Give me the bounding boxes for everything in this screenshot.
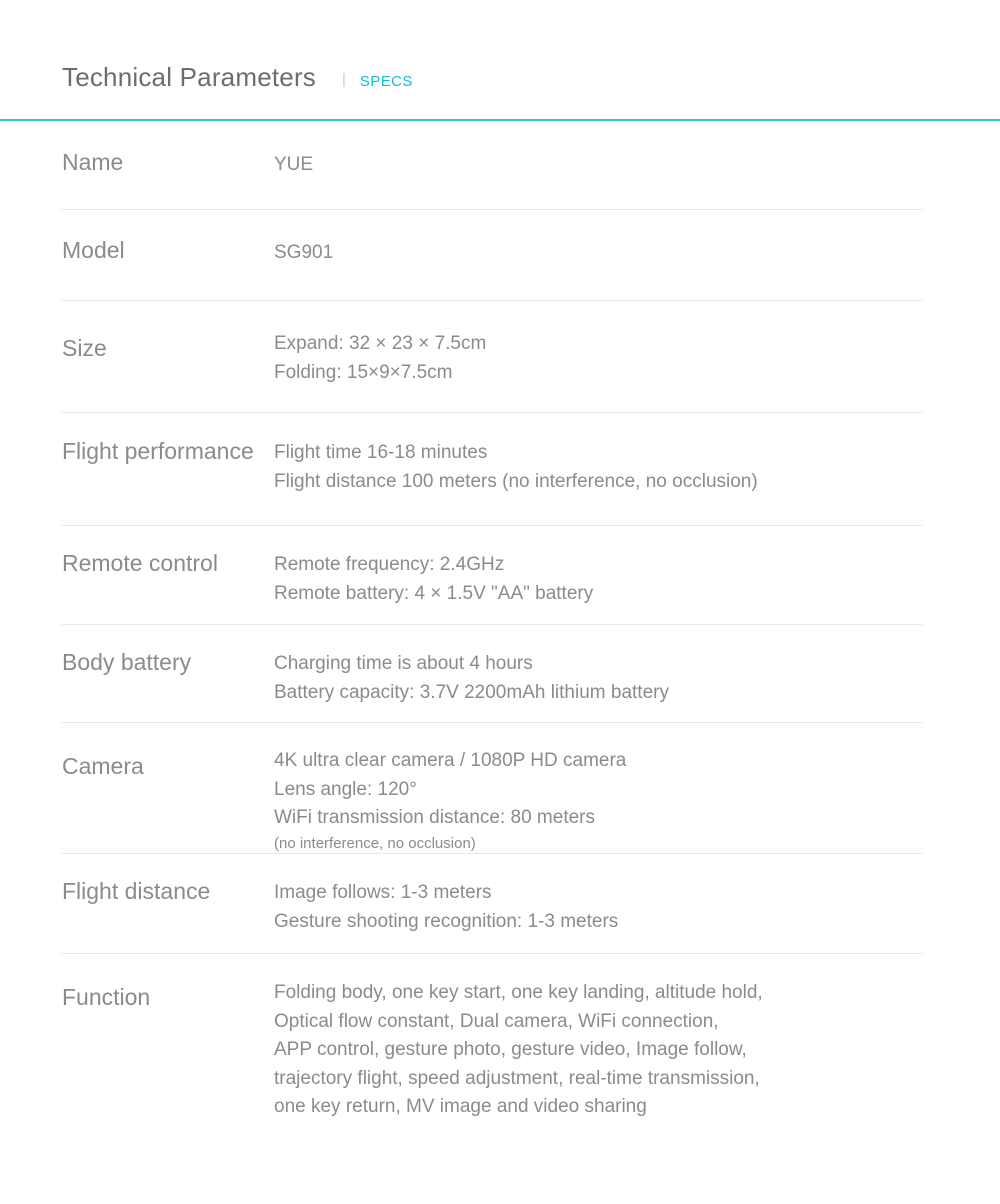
spec-value-line: Flight time 16-18 minutes [274, 442, 488, 463]
header-subtitle: SPECS [359, 73, 413, 90]
spec-value [274, 745, 922, 854]
spec-label: Size [62, 335, 107, 361]
spec-value-line: Gesture shooting recognition: 1-3 meters [274, 910, 619, 932]
spec-value-line: APP control, gesture photo, gesture video, Image follow, [274, 1039, 747, 1060]
spec-table [62, 121, 922, 1122]
spec-value [274, 327, 922, 387]
spec-value-line: trajectory flight, speed adjustment, real-time transmission, [274, 1067, 760, 1089]
spec-value-line: Optical flow constant, Dual camera, WiFi connection, [274, 1010, 719, 1032]
spec-value-line: Flight distance 100 meters (no interference, no occlusion) [274, 470, 758, 492]
spec-value-line: Folding: 15×9×7.5cm [274, 361, 453, 383]
header-separator: | [342, 71, 346, 88]
spec-label: Camera [62, 753, 144, 779]
spec-value-note: (no interference, no occlusion) [274, 834, 476, 852]
spec-value [274, 548, 922, 608]
spec-value [274, 976, 922, 1122]
spec-label: Model [62, 237, 125, 263]
table-row [62, 526, 922, 625]
table-row [62, 723, 922, 854]
table-row [62, 854, 922, 954]
spec-value-line: Remote battery: 4 × 1.5V "AA" battery [274, 582, 594, 604]
spec-value-line: one key return, MV image and video sharing [274, 1096, 647, 1117]
table-row [62, 121, 922, 210]
spec-label: Function [62, 984, 151, 1010]
spec-label: Flight distance [62, 878, 211, 904]
spec-value [274, 647, 922, 707]
spec-value-line: YUE [274, 154, 314, 175]
spec-value [274, 235, 922, 268]
spec-label: Body battery [62, 649, 192, 675]
spec-value-line: WiFi transmission distance: 80 meters [274, 807, 595, 828]
table-row [62, 413, 922, 526]
spec-value-line: Remote frequency: 2.4GHz [274, 554, 505, 575]
table-row [62, 210, 922, 301]
table-row [62, 954, 922, 1122]
table-row [62, 301, 922, 413]
page-header [0, 0, 1000, 93]
spec-value-line: 4K ultra clear camera / 1080P HD camera [274, 750, 627, 771]
spec-value [274, 876, 922, 936]
spec-label: Flight performance [62, 438, 254, 464]
spec-value-line: Battery capacity: 3.7V 2200mAh lithium battery [274, 681, 669, 703]
spec-value-line: Expand: 32 × 23 × 7.5cm [274, 333, 487, 354]
spec-value-line: Lens angle: 120° [274, 778, 417, 800]
spec-value-line: SG901 [274, 242, 334, 263]
spec-value-line: Folding body, one key start, one key landing, altitude hold, [274, 982, 763, 1003]
spec-value-line: Charging time is about 4 hours [274, 653, 533, 674]
spec-label: Remote control [62, 550, 218, 576]
table-row [62, 625, 922, 723]
page-title: Technical Parameters [62, 62, 316, 92]
spec-label: Name [62, 149, 124, 175]
spec-value [274, 436, 922, 496]
spec-value-line: Image follows: 1-3 meters [274, 882, 492, 903]
spec-value [274, 147, 922, 180]
